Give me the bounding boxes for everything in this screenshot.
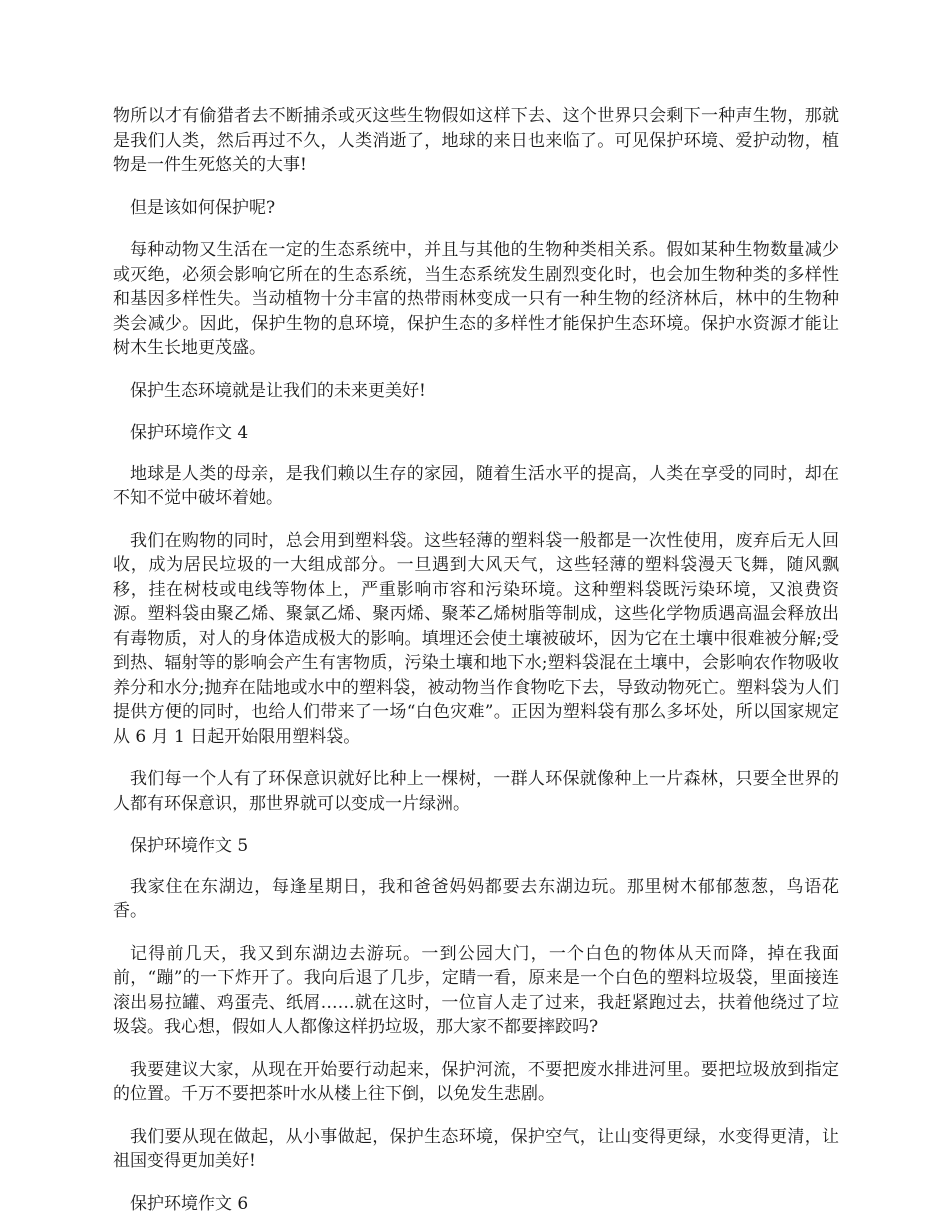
document-page [113,104,839,1232]
paragraph-conclusion: 保护生态环境就是让我们的未来更美好! [130,380,426,401]
paragraph-earth-mother: 地球是人类的母亲，是我们赖以生存的家园，随着生活水平的提高，人类在享受的同时，却在不知不觉中破坏着她。 [113,463,839,508]
paragraph-suggestion: 我要建议大家，从现在开始要行动起来，保护河流，不要把废水排进河里。要把垃圾放到指定的位置。千万不要把茶叶水从楼上往下倒，以免发生悲剧。 [113,1059,839,1104]
essay-heading-6: 保护环境作文 6 [130,1193,249,1214]
paragraph-action: 我们要从现在做起，从小事做起，保护生态环境，保护空气，让山变得更绿，水变得更清，让祖国变得更加美好! [113,1126,839,1171]
paragraph-continuation: 物所以才有偷猎者去不断捕杀或灭这些生物假如这样下去、这个世界只会剩下一种声生物，那就是我们人类，然后再过不久，人类消逝了，地球的来日也来临了。可见保护环境、爱护动物，植物是一件生死悠关的大事! [113,106,839,175]
paragraph-ecosystem: 每种动物又生活在一定的生态系统中，并且与其他的生物种类相关系。假如某种生物数量减少或灭绝，必须会影响它所在的生态系统，当生态系统发生剧烈变化时，也会加生物种类的多样性和基因多样性失。当动植物十分丰富的热带雨林变成一只有一种生物的经济林后，林中的生物种类会减少。因此，保护生物的息环境，保护生态的多样性才能保护生态环境。保护水资源才能让树木生长地更茂盛。 [113,240,839,358]
paragraph-awareness: 我们每一个人有了环保意识就好比种上一棵树，一群人环保就像种上一片森林，只要全世界的人都有环保意识，那世界就可以变成一片绿洲。 [113,769,839,814]
paragraph-plastic-bags: 我们在购物的同时，总会用到塑料袋。这些轻薄的塑料袋一般都是一次性使用，废弃后无人回收，成为居民垃圾的一大组成部分。一旦遇到大风天气，这些轻薄的塑料袋漫天飞舞，随风飘移，挂在树枝或电线等物体上，严重影响市容和污染环境。这种塑料袋既污染环境，又浪费资源。塑料袋由聚乙烯、聚氯乙烯、聚丙烯、聚苯乙烯树脂等制成，这些化学物质遇高温会释放出有毒物质，对人的身体造成极大的影响。填埋还会使土壤被破坏，因为它在土壤中很难被分解;受到热、辐射等的影响会产生有害物质，污染土壤和地下水;塑料袋混在土壤中，会影响农作物吸收养分和水分;抛弃在陆地或水中的塑料袋，被动物当作食物吃下去，导致动物死亡。塑料袋为人们提供方便的同时，也给人们带来了一场“白色灾难”。正因为塑料袋有那么多坏处，所以国家规定从 6 月 1 日起开始限用塑料袋。 [113,530,839,747]
essay-heading-4: 保护环境作文 4 [130,423,249,443]
paragraph-east-lake: 我家住在东湖边，每逢星期日，我和爸爸妈妈都要去东湖边玩。那里树木郁郁葱葱，鸟语花香。 [113,876,839,921]
essay-heading-5: 保护环境作文 5 [130,836,249,856]
paragraph-question: 但是该如何保护呢? [130,197,276,218]
paragraph-garbage-bag: 记得前几天，我又到东湖边去游玩。一到公园大门，一个白色的物体从天而降，掉在我面前，“蹦”的一下炸开了。我向后退了几步，定睛一看，原来是一个白色的塑料垃圾袋，里面接连滚出易拉罐、鸡蛋壳、纸屑……就在这时，一位盲人走了过来，我赶紧跑过去，扶着他绕过了垃圾袋。我心想，假如人人都像这样扔垃圾，那大家不都要摔跤吗? [113,943,839,1037]
